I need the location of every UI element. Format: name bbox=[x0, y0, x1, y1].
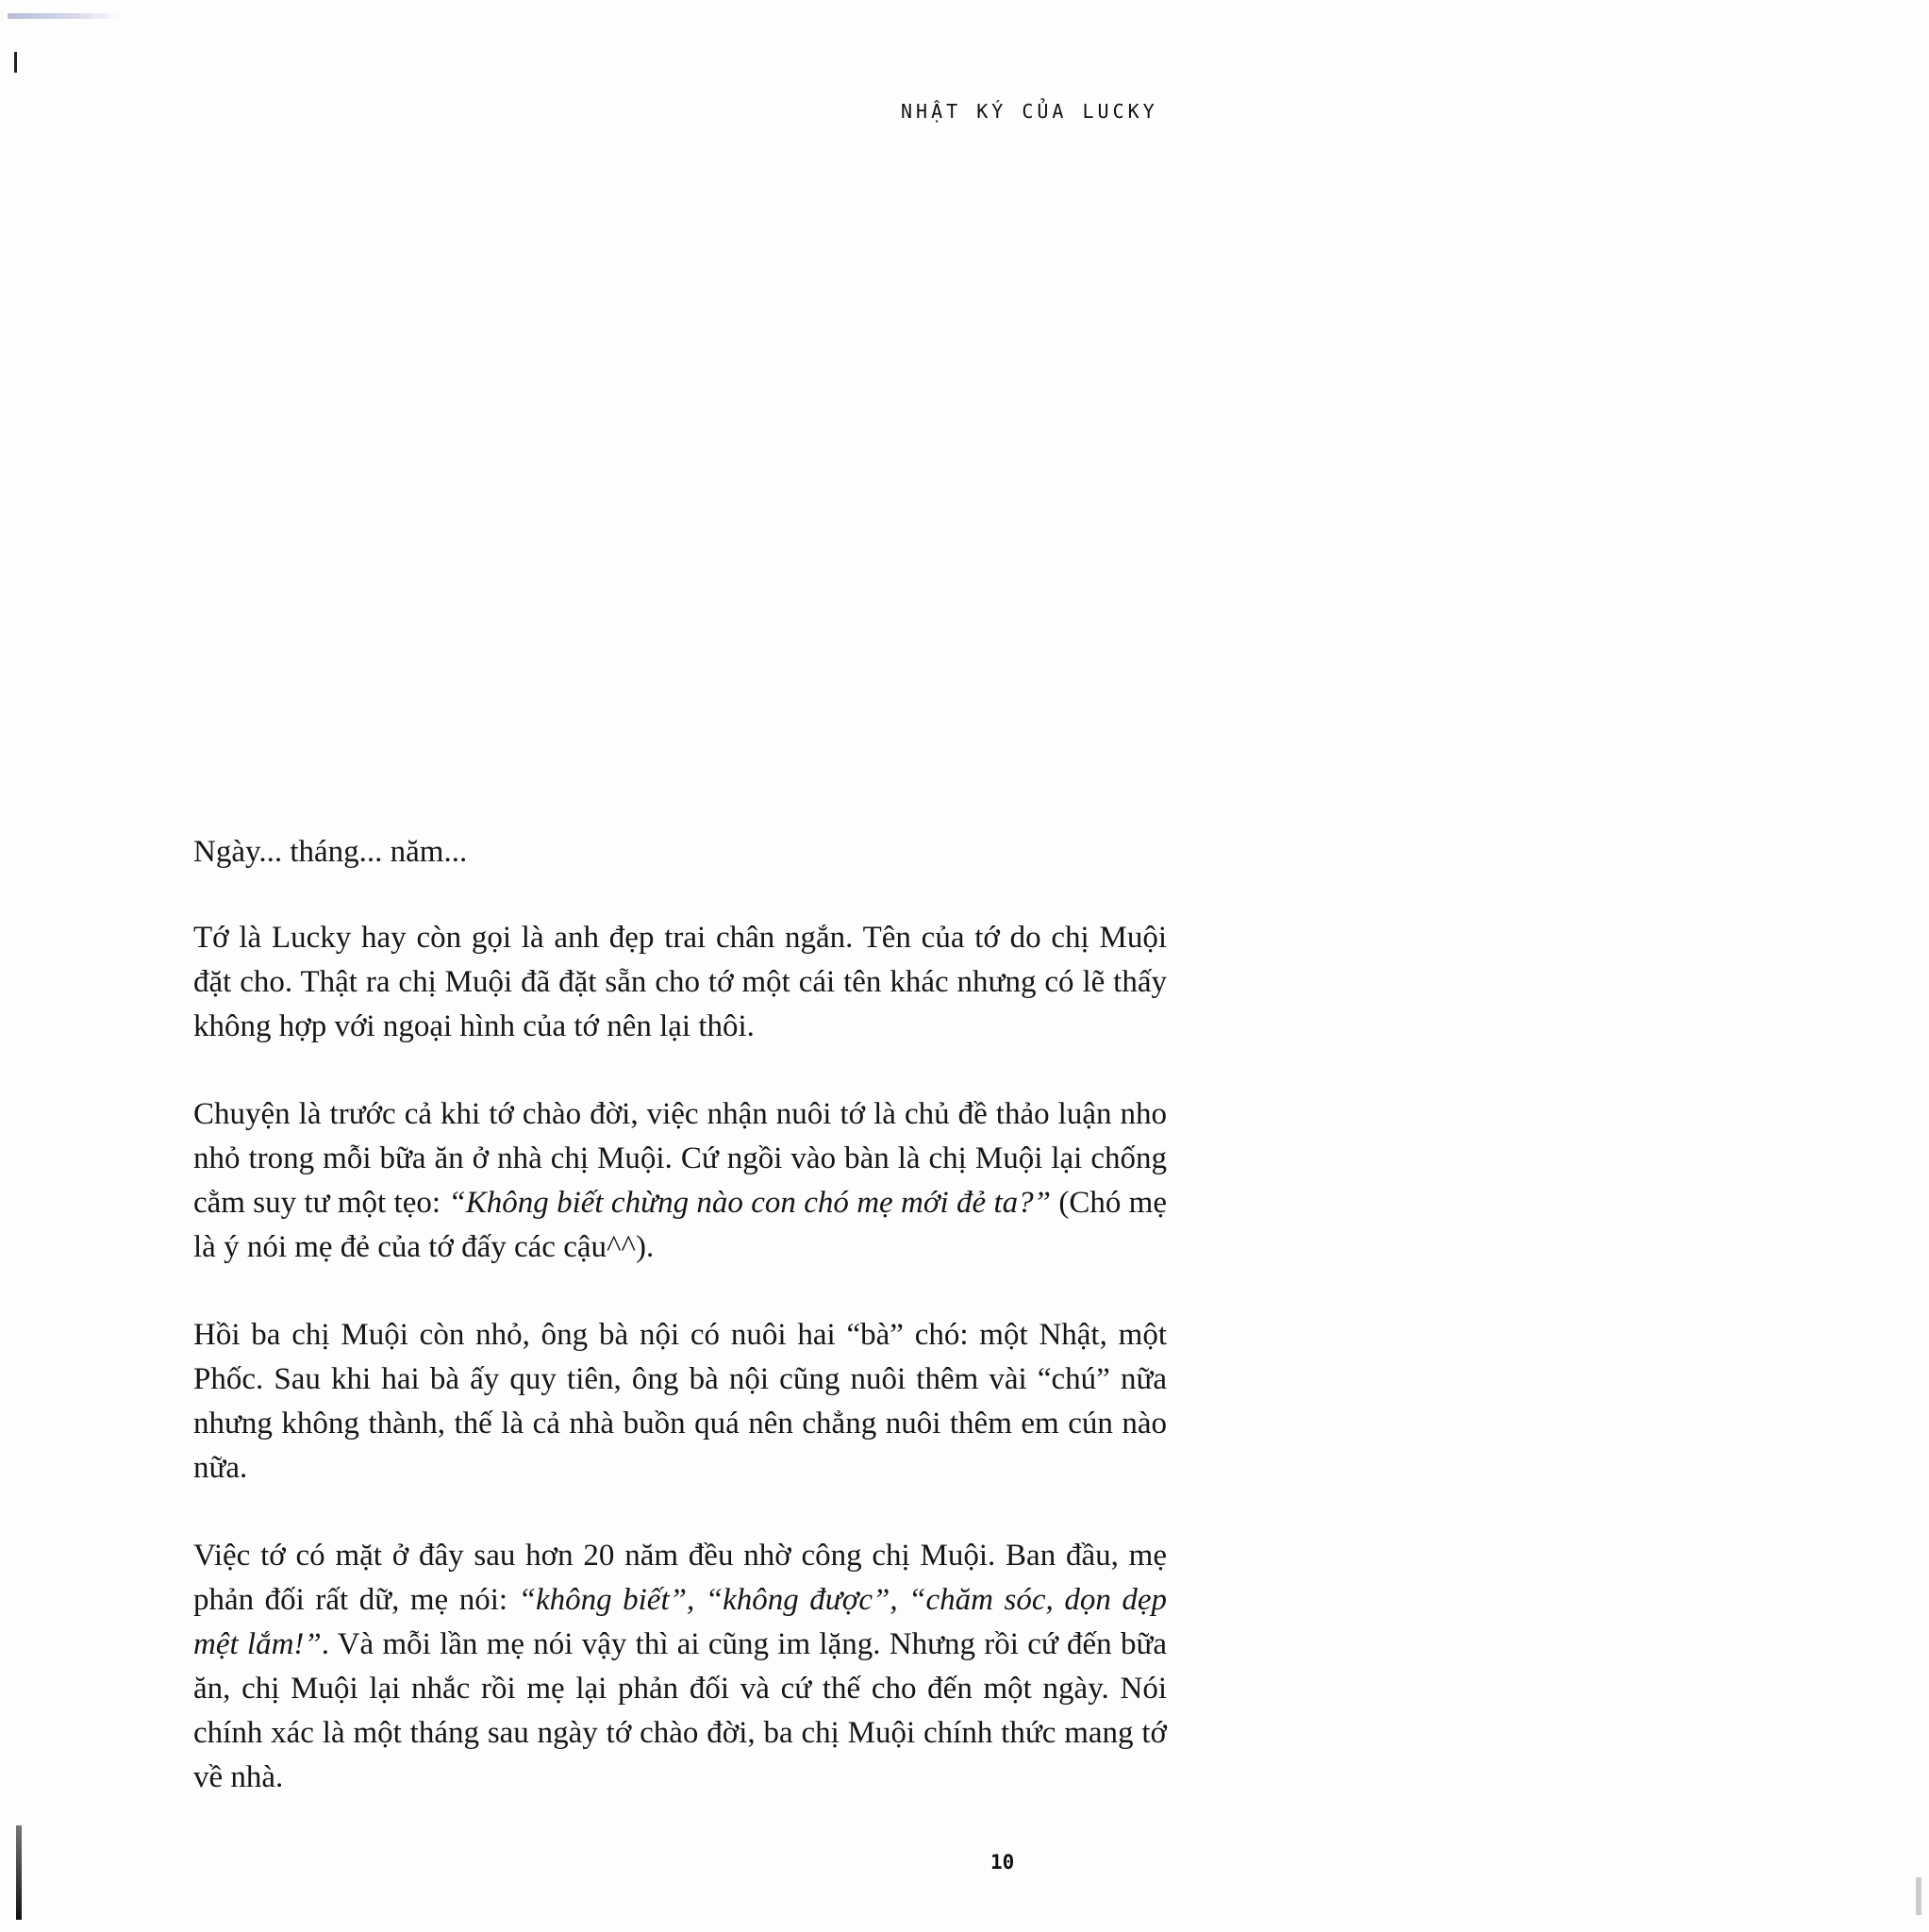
page-body bbox=[193, 830, 1167, 1843]
paragraph-2-end: (Chó mẹ là ý nói mẹ đẻ của tớ đấy các cậu^^). bbox=[193, 1186, 1167, 1264]
paragraph-2-quote: “Không biết chừng nào con chó mẹ mới đẻ ta?” bbox=[448, 1186, 1051, 1220]
scan-edge-artifact bbox=[16, 1825, 22, 1920]
scan-edge-artifact bbox=[1916, 1877, 1921, 1915]
date-line: Ngày... tháng... năm... bbox=[193, 835, 468, 869]
paragraph-2-start: Chuyện là trước cả khi tớ chào đời, việc nhận nuôi tớ là chủ đề thảo luận nho nhỏ trong mỗi bữa ăn ở nhà chị Muội. Cứ ngồi vào bàn là chị Muội lại chống cằm suy tư một tẹo: bbox=[193, 1097, 1167, 1220]
page-number: 10 bbox=[990, 1851, 1015, 1874]
paragraph-1: Tớ là Lucky hay còn gọi là anh đẹp trai chân ngắn. Tên của tớ do chị Muội đặt cho. Thật ra chị Muội đã đặt sẵn cho tớ một cái tên khác nhưng có lẽ thấy không hợp với ngoại hình của tớ nên lại thôi. bbox=[193, 921, 1167, 1043]
paragraph-4-end: . Và mỗi lần mẹ nói vậy thì ai cũng im lặng. Nhưng rồi cứ đến bữa ăn, chị Muội lại nhắc rồi mẹ lại phản đối và cứ thế cho đến một ngày. Nói chính xác là một tháng sau ngày tớ chào đời, ba chị Muội chính thức mang tớ về nhà. bbox=[193, 1627, 1167, 1794]
running-header: NHẬT KÝ CỦA LUCKY bbox=[901, 100, 1158, 123]
scan-edge-artifact bbox=[14, 52, 17, 73]
paragraph-4-start: Việc tớ có mặt ở đây sau hơn 20 năm đều nhờ công chị Muội. Ban đầu, mẹ phản đối rất dữ, mẹ nói: bbox=[193, 1539, 1167, 1617]
scan-edge-artifact bbox=[8, 13, 121, 19]
paragraph-2 bbox=[193, 1092, 1167, 1270]
paragraph-3: Hồi ba chị Muội còn nhỏ, ông bà nội có nuôi hai “bà” chó: một Nhật, một Phốc. Sau khi hai bà ấy quy tiên, ông bà nội cũng nuôi thêm vài “chú” nữa nhưng không thành, thế là cả nhà buồn quá nên chẳng nuôi thêm em cún nào nữa. bbox=[193, 1318, 1167, 1485]
paragraph-4 bbox=[193, 1534, 1167, 1800]
paragraph-4-quote: “không biết”, “không được”, “chăm sóc, dọn dẹp mệt lắm!” bbox=[193, 1583, 1167, 1661]
